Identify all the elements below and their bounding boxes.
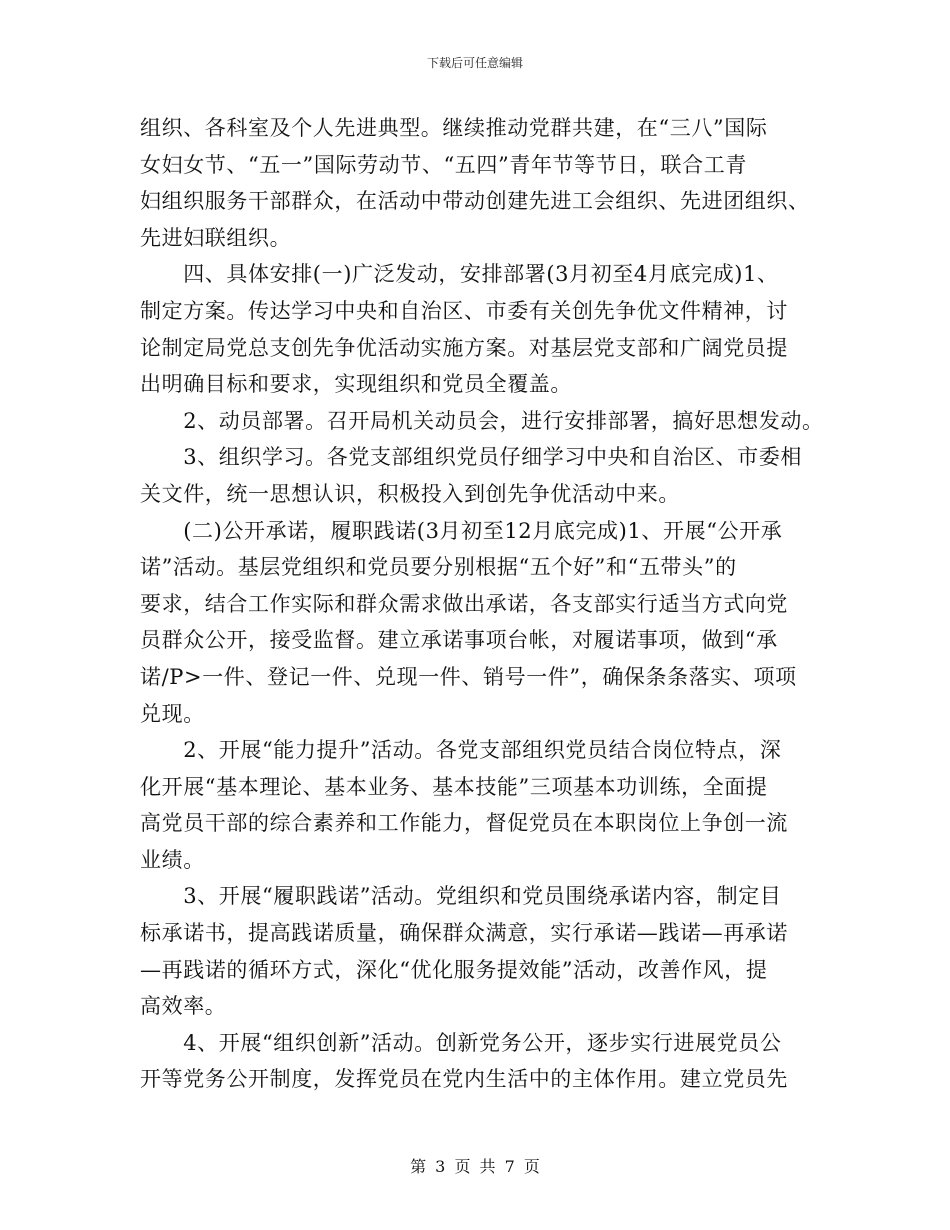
text-line: 妇组织服务干部群众，在活动中带动创建先进工会组织、先进团组织、 xyxy=(140,189,810,214)
text-line: 高效率。 xyxy=(140,994,227,1019)
text-line: 要求，结合工作实际和群众需求做出承诺，各支部实行适当方式向党 xyxy=(140,591,788,616)
text-line: 出明确目标和要求，实现组织和党员全覆盖。 xyxy=(140,372,572,397)
text-line: 业绩。 xyxy=(140,847,205,872)
page-header: 下载后可任意编辑 xyxy=(426,56,523,70)
text-line: 高党员干部的综合素养和工作能力，督促党员在本职岗位上争创一流 xyxy=(140,811,788,836)
text-line: 2、开展“能力提升”活动。各党支部组织党员结合岗位特点，深 xyxy=(140,738,782,763)
text-line: —再践诺的循环方式，深化“优化服务提效能”活动，改善作风，提 xyxy=(140,957,768,982)
text-line: 2、动员部署。召开局机关动员会，进行安排部署，搞好思想发动。 xyxy=(140,408,824,433)
text-line: 女妇女节、“五一”国际劳动节、“五四”青年节等节日，联合工青 xyxy=(140,152,747,177)
text-line: 标承诺书，提高践诺质量，确保群众满意，实行承诺—践诺—再承诺 xyxy=(140,921,788,946)
text-line: (二)公开承诺，履职践诺(3月初至12月底完成)1、开展“公开承 xyxy=(140,518,783,543)
text-line: 员群众公开，接受监督。建立承诺事项台帐，对履诺事项，做到“承 xyxy=(140,628,778,653)
text-line: 关文件，统一思想认识，积极投入到创先争优活动中来。 xyxy=(140,481,680,506)
text-line: 四、具体安排(一)广泛发动，安排部署(3月初至4月底完成)1、 xyxy=(140,262,779,287)
text-line: 制定方案。传达学习中央和自治区、市委有关创先争优文件精神，讨 xyxy=(140,298,788,323)
text-line: 3、组织学习。各党支部组织党员仔细学习中央和自治区、市委相 xyxy=(140,445,802,470)
text-line: 3、开展“履职践诺”活动。党组织和党员围绕承诺内容，制定目 xyxy=(140,884,782,909)
page-number: 第 3 页 共 7 页 xyxy=(410,1157,540,1176)
text-line: 组织、各科室及个人先进典型。继续推动党群共建，在“三八”国际 xyxy=(140,116,768,140)
text-line: 先进妇联组织。 xyxy=(140,225,292,250)
text-line: 化开展“基本理论、基本业务、基本技能”三项基本功训练，全面提 xyxy=(140,774,768,799)
text-line: 诺”活动。基层党组织和党员要分别根据“五个好”和“五带头”的 xyxy=(140,555,737,580)
text-line: 论制定局党总支创先争优活动实施方案。对基层党支部和广阔党员提 xyxy=(140,335,788,360)
text-line: 兑现。 xyxy=(140,701,205,726)
text-line: 4、开展“组织创新”活动。创新党务公开，逐步实行进展党员公 xyxy=(140,1030,782,1055)
text-line: 诺/P>一件、登记一件、兑现一件、销号一件”，确保条条落实、项项 xyxy=(140,664,797,689)
document-body xyxy=(140,110,824,1098)
text-line: 开等党务公开制度，发挥党员在党内生活中的主体作用。建立党员先 xyxy=(140,1067,788,1092)
